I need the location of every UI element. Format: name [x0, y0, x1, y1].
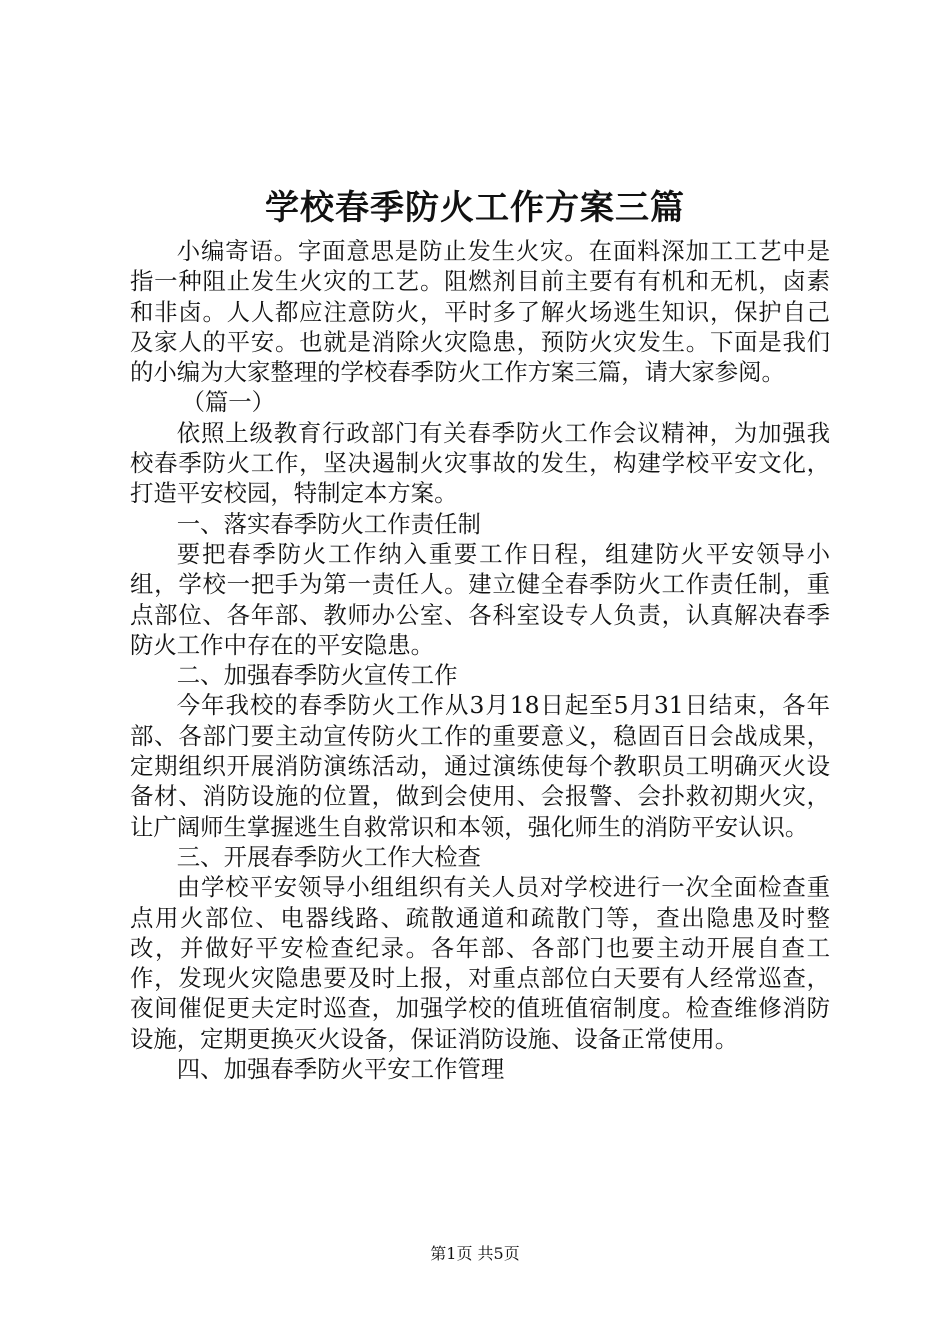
section-heading: 一、落实春季防火工作责任制 [176, 509, 481, 538]
body-paragraph: 要把春季防火工作纳入重要工作日程，组建防火平安领导小组，学校一把手为第一责任人。建立健全春季防火工作责任制，重点部位、各年部、教师办公室、各科室设专人负责，认真解决春季防火工作中存在的平安隐患。 [130, 539, 830, 659]
part-label: （篇一） [181, 388, 276, 417]
body-paragraph: 依照上级教育行政部门有关春季防火工作会议精神，为加强我校春季防火工作，坚决遏制火灾事故的发生，构建学校平安文化，打造平安校园，特制定本方案。 [130, 418, 830, 508]
section-heading: 四、加强春季防火平安工作管理 [176, 1055, 505, 1084]
document-body [130, 236, 830, 1084]
section-heading: 二、加强春季防火宣传工作 [176, 661, 458, 690]
intro-paragraph: 小编寄语。字面意思是防止发生火灾。在面料深加工工艺中是指一种阻止发生火灾的工艺。阻燃剂目前主要有有机和无机，卤素和非卤。人人都应注意防火，平时多了解火场逃生知识，保护自己及家人的平安。也就是消除火灾隐患，预防火灾发生。下面是我们的小编为大家整理的学校春季防火工作方案三篇，请大家参阅。 [130, 237, 830, 387]
body-paragraph: 由学校平安领导小组组织有关人员对学校进行一次全面检查重点用火部位、电器线路、疏散通道和疏散门等，查出隐患及时整改，并做好平安检查纪录。各年部、各部门也要主动开展自查工作，发现火灾隐患要及时上报，对重点部位白天要有人经常巡查，夜间催促更夫定时巡查，加强学校的值班值宿制度。检查维修消防设施，定期更换灭火设备，保证消防设施、设备正常使用。 [130, 873, 830, 1053]
page-footer: 第1页 共5页 [430, 1244, 520, 1263]
section-heading: 三、开展春季防火工作大检查 [176, 842, 481, 871]
body-paragraph: 今年我校的春季防火工作从3月18日起至5月31日结束，各年部、各部门要主动宣传防火工作的重要意义，稳固百日会战成果，定期组织开展消防演练活动，通过演练使每个教职员工明确灭火设备材、消防设施的位置，做到会使用、会报警、会扑救初期火灾，让广阔师生掌握逃生自救常识和本领，强化师生的消防平安认识。 [130, 691, 830, 841]
document-title: 学校春季防火工作方案三篇 [265, 188, 685, 228]
